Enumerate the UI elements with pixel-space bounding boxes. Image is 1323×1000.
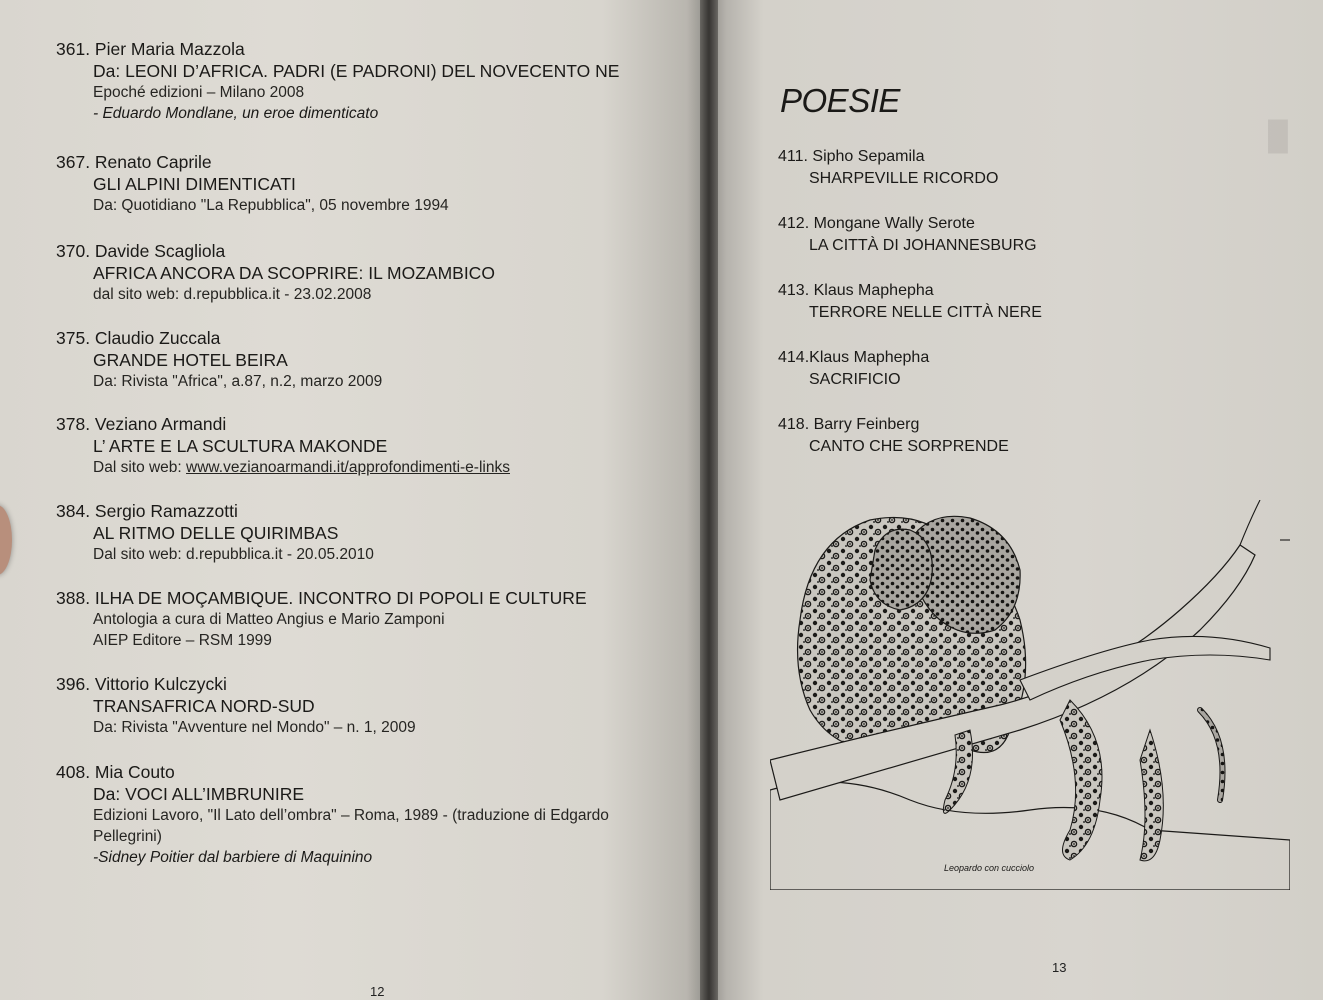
entry-text: Edizioni Lavoro, "Il Lato dell’ombra" – Roma, 1989 - (traduzione di Edgardo [93, 807, 609, 824]
entry-src-line [56, 544, 681, 565]
entry-number-author: 370. Davide Scagliola [56, 241, 226, 261]
entry-title-line [56, 349, 681, 371]
entry-title-line [56, 262, 681, 284]
entry-text: Pellegrini) [93, 828, 162, 845]
poem-entry [778, 414, 1098, 458]
entry-src-line [56, 826, 681, 847]
poem-number-author: 411. Sipho Sepamila [778, 148, 925, 165]
poem-number-author: 413. Klaus Maphepha [778, 282, 934, 299]
entry-number-author: 378. Veziano Armandi [56, 414, 227, 434]
bibliography-entry [56, 673, 681, 738]
illustration-caption: Leopardo con cucciolo [944, 863, 1035, 873]
entry-text: Da: VOCI ALL’IMBRUNIRE [93, 784, 305, 804]
website-link[interactable]: www.vezianoarmandi.it/approfondimenti-e-links [186, 459, 510, 476]
entry-number-author: 384. Sergio Ramazzotti [56, 501, 238, 521]
book-gutter [700, 0, 718, 1000]
bibliography-entry [56, 327, 681, 392]
entry-src-line [56, 82, 681, 103]
poem-entry [778, 213, 1098, 257]
right-page [708, 0, 1323, 1000]
entry-text: Da: Rivista "Avventure nel Mondo" – n. 1, 2009 [93, 719, 416, 736]
entry-src-line [56, 609, 681, 630]
entry-number-author: 408. Mia Couto [56, 762, 175, 782]
entry-text: Da: Rivista "Africa", a.87, n.2, marzo 2009 [93, 373, 383, 390]
entry-src-line [56, 717, 681, 738]
entry-src-line [56, 630, 681, 651]
entry-text: GLI ALPINI DIMENTICATI [93, 174, 296, 194]
entry-text: GRANDE HOTEL BEIRA [93, 350, 288, 370]
show-through-text: █ [1268, 120, 1288, 151]
entry-number-author: 388. ILHA DE MOÇAMBIQUE. INCONTRO DI POPOLI E CULTURE [56, 588, 587, 608]
entry-work-line [56, 103, 681, 124]
entry-work-line [56, 847, 681, 868]
entry-text: TRANSAFRICA NORD-SUD [93, 696, 315, 716]
cub [870, 529, 932, 610]
entry-text: AIEP Editore – RSM 1999 [93, 632, 272, 649]
entry-text: Da: LEONI D’AFRICA. PADRI (E PADRONI) DEL NOVECENTO NE [93, 61, 620, 81]
entry-text: Epoché edizioni – Milano 2008 [93, 84, 305, 101]
entry-text: AL RITMO DELLE QUIRIMBAS [93, 523, 339, 543]
entry-number-author: 367. Renato Caprile [56, 152, 212, 172]
entry-text: Dal sito web: [93, 459, 187, 476]
entry-title-line [56, 695, 681, 717]
bibliography-entry [56, 38, 681, 124]
entry-text: Antologia a cura di Matteo Angius e Mario Zamponi [93, 611, 445, 628]
entry-number-author: 396. Vittorio Kulczycki [56, 674, 227, 694]
poem-title: LA CITTÀ DI JOHANNESBURG [809, 237, 1037, 254]
poem-entry [778, 347, 1098, 391]
entry-text: AFRICA ANCORA DA SCOPRIRE: IL MOZAMBICO [93, 263, 495, 283]
leopard-illustration [770, 500, 1290, 890]
entry-number-author: 375. Claudio Zuccala [56, 328, 221, 348]
poem-title: TERRORE NELLE CITTÀ NERE [809, 304, 1042, 321]
bibliography-entry [56, 761, 681, 868]
entry-text: L’ ARTE E LA SCULTURA MAKONDE [93, 436, 388, 456]
entry-src-line [56, 371, 681, 392]
entry-title-line [56, 783, 681, 805]
entry-title-line [56, 522, 681, 544]
bibliography-entry [56, 240, 681, 305]
entry-text: -Sidney Poitier dal barbiere di Maquinino [93, 849, 373, 866]
poem-number-author: 412. Mongane Wally Serote [778, 215, 975, 232]
poem-list [778, 146, 1098, 458]
bibliography-entry [56, 587, 681, 651]
entry-title-line [56, 435, 681, 457]
bibliography-entry [56, 413, 681, 478]
entry-title-line [56, 173, 681, 195]
entry-src-line [56, 195, 681, 216]
poem-title: SHARPEVILLE RICORDO [809, 170, 999, 187]
poem-number-author: 418. Barry Feinberg [778, 416, 920, 433]
bibliography-entry [56, 151, 681, 216]
entry-title-line [56, 60, 681, 82]
entry-src-line [56, 284, 681, 305]
poem-number-author: 414.Klaus Maphepha [778, 349, 930, 366]
section-title: POESIE [780, 82, 900, 119]
entry-text: - Eduardo Mondlane, un eroe dimenticato [93, 105, 379, 122]
entry-text: Da: Quotidiano "La Repubblica", 05 novembre 1994 [93, 197, 449, 214]
poem-entry [778, 280, 1098, 324]
bibliography-entry [56, 500, 681, 565]
entry-text: dal sito web: d.repubblica.it - 23.02.2008 [93, 286, 372, 303]
poem-entry [778, 146, 1098, 190]
poem-title: CANTO CHE SORPRENDE [809, 438, 1009, 455]
bibliography-list [56, 38, 681, 868]
entry-src-line [56, 457, 681, 478]
page-number-left: 12 [370, 984, 385, 999]
poem-title: SACRIFICIO [809, 371, 901, 388]
entry-number-author: 361. Pier Maria Mazzola [56, 39, 245, 59]
entry-src-line [56, 805, 681, 826]
page-number-right: 13 [1052, 960, 1067, 975]
entry-text: Dal sito web: d.repubblica.it - 20.05.2010 [93, 546, 374, 563]
